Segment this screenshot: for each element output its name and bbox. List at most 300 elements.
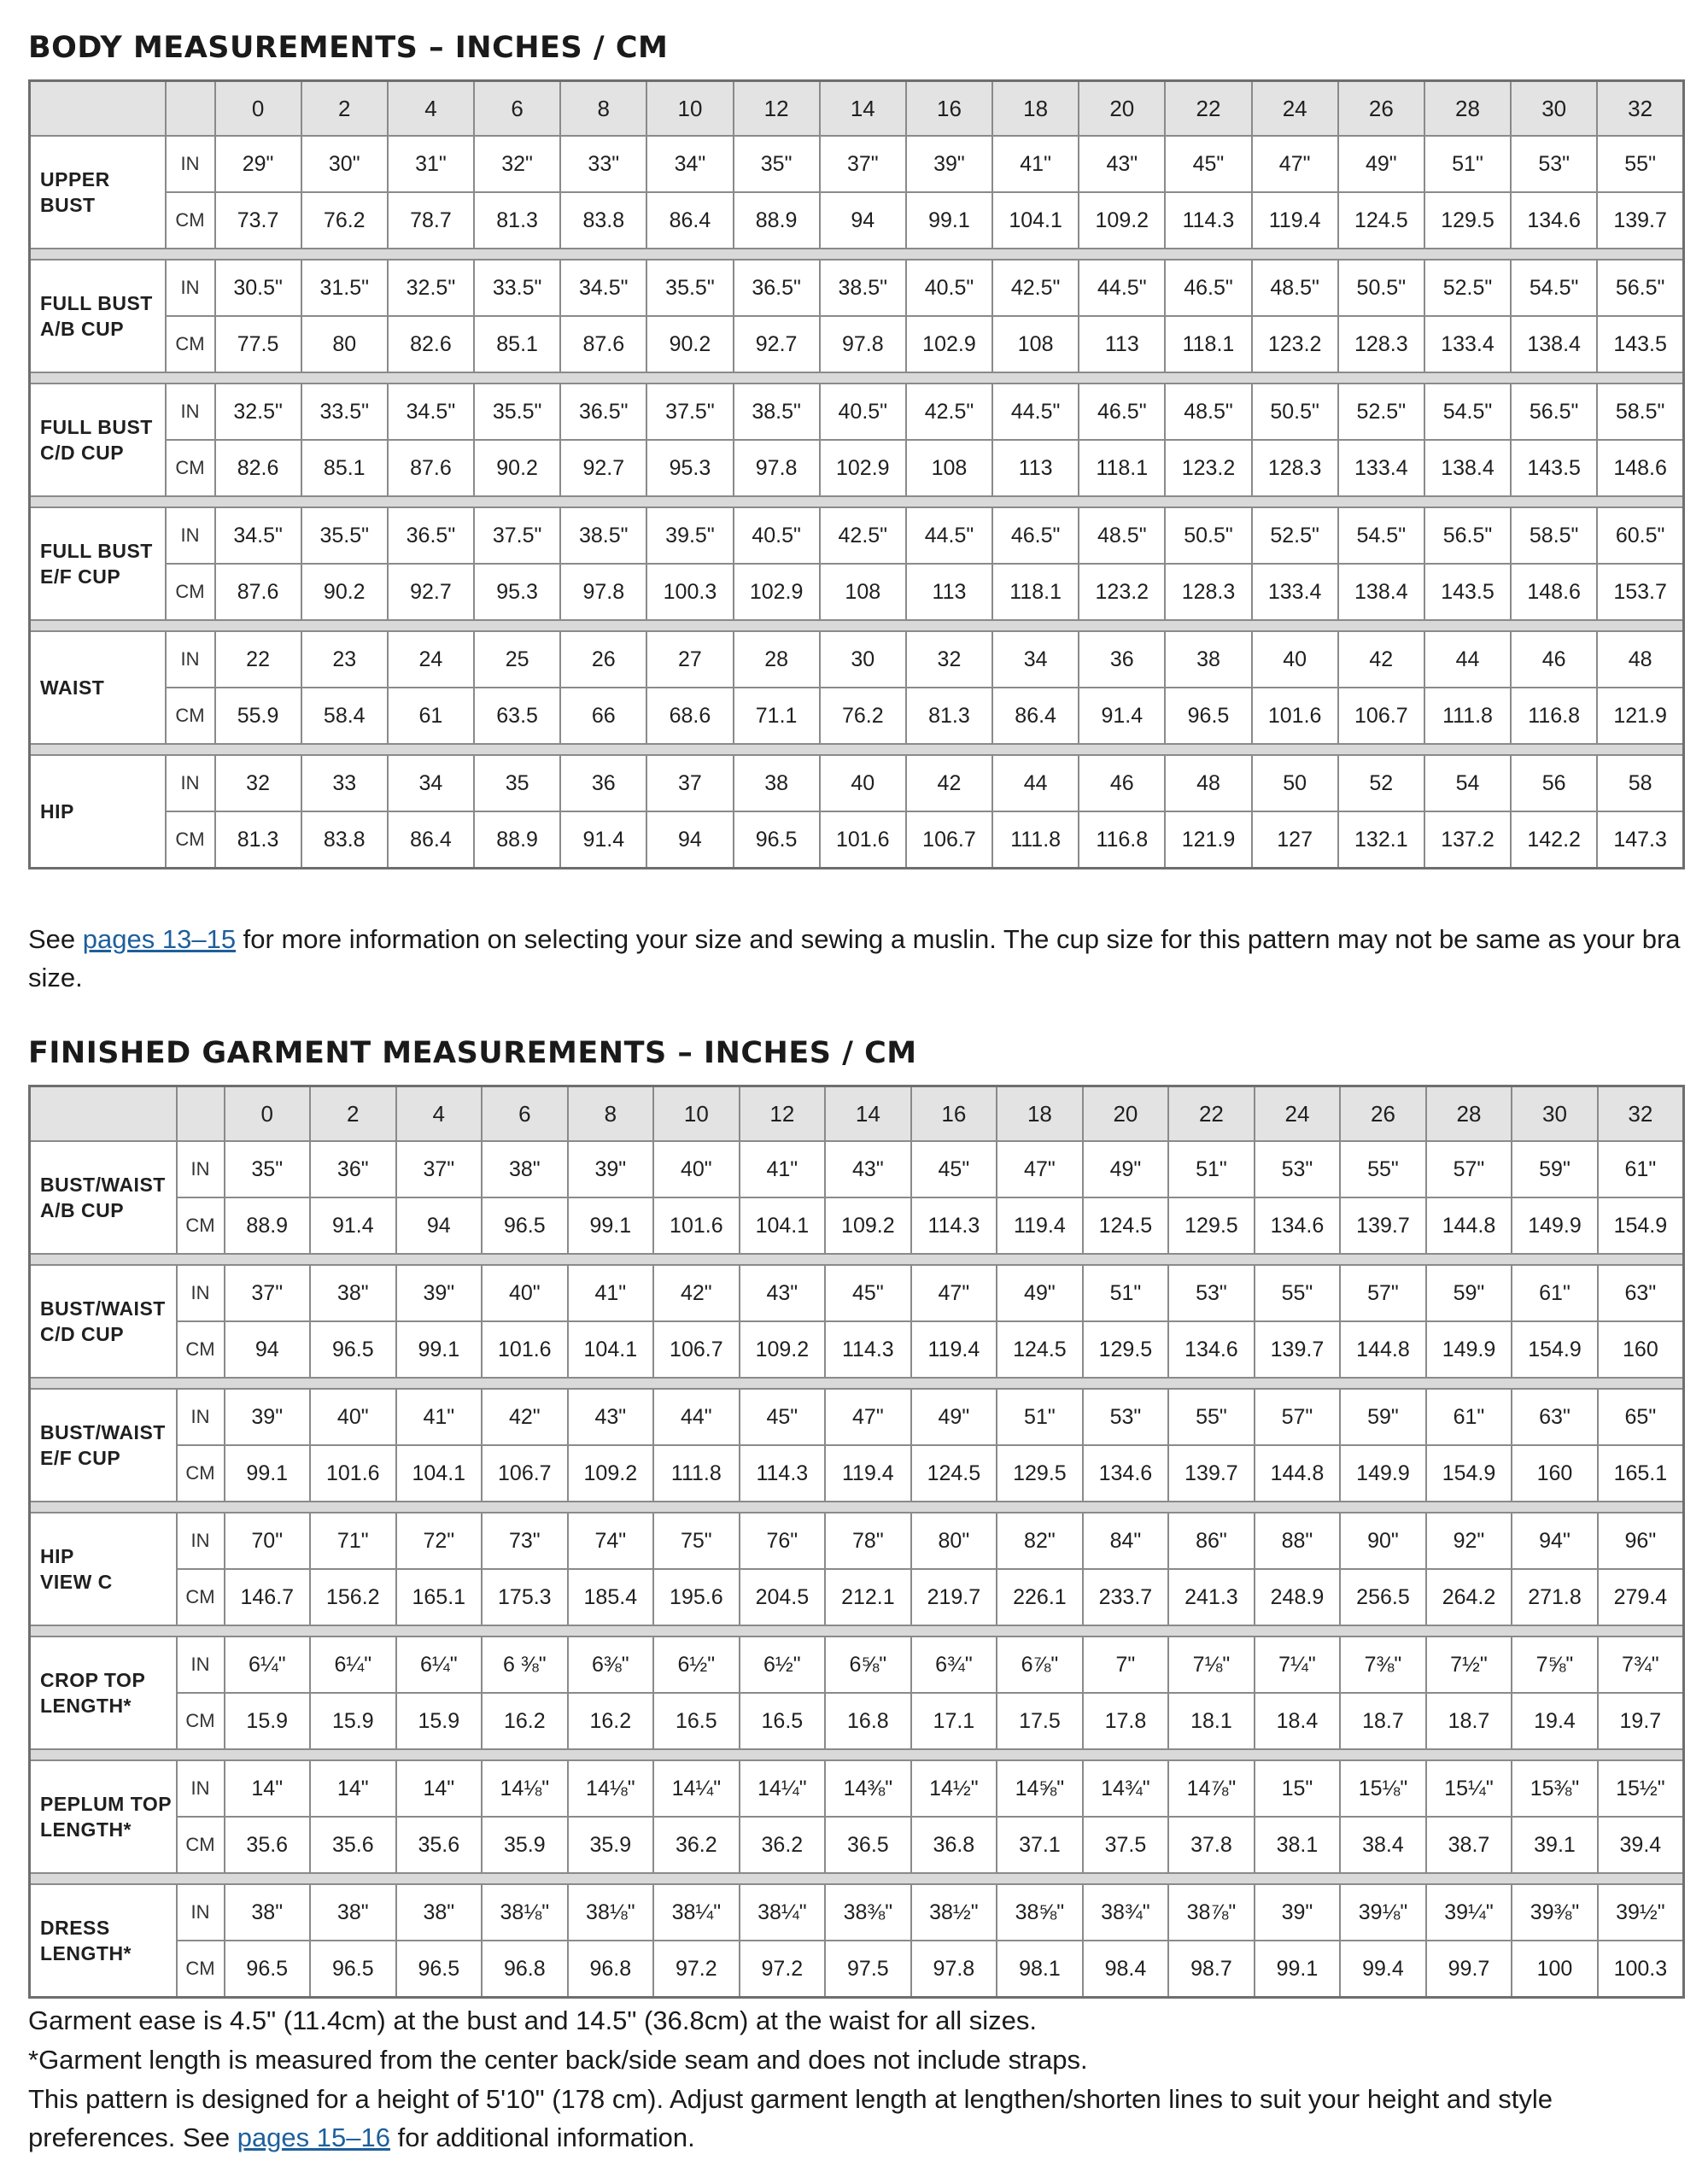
value-cell: 52.5" (1338, 383, 1424, 440)
value-cell: 46.5" (1079, 383, 1165, 440)
value-cell: 109.2 (1079, 192, 1165, 249)
value-cell: 114.3 (1165, 192, 1251, 249)
value-cell: 92" (1426, 1513, 1512, 1569)
garment-ease-note: Garment ease is 4.5" (11.4cm) at the bust and 14.5" (36.8cm) at the waist for all sizes. (28, 2005, 1038, 2035)
group-separator (30, 1254, 1684, 1265)
value-cell: 39½" (1598, 1884, 1684, 1941)
value-cell: 41" (992, 136, 1079, 192)
value-cell: 61 (388, 688, 474, 744)
value-cell: 156.2 (310, 1569, 396, 1625)
value-cell: 133.4 (1252, 564, 1338, 620)
value-cell: 37.1 (997, 1817, 1083, 1873)
value-cell: 123.2 (1165, 440, 1251, 496)
value-cell: 85.1 (474, 316, 560, 372)
value-cell: 108 (906, 440, 992, 496)
value-cell: 6⅞" (997, 1636, 1083, 1693)
value-cell: 86" (1168, 1513, 1255, 1569)
value-cell: 99.4 (1340, 1941, 1426, 1998)
value-cell: 7⅛" (1168, 1636, 1255, 1693)
value-cell: 104.1 (992, 192, 1079, 249)
unit-cell: CM (166, 192, 215, 249)
value-cell: 32 (215, 755, 301, 811)
value-cell: 113 (906, 564, 992, 620)
value-cell: 44.5" (992, 383, 1079, 440)
size-header-cell: 20 (1083, 1086, 1169, 1142)
value-cell: 45" (825, 1265, 911, 1321)
value-cell: 44 (992, 755, 1079, 811)
value-cell: 101.6 (482, 1321, 568, 1378)
value-cell: 108 (992, 316, 1079, 372)
value-cell: 94" (1512, 1513, 1598, 1569)
value-cell: 128.3 (1338, 316, 1424, 372)
value-cell: 41" (568, 1265, 654, 1321)
value-cell: 16.8 (825, 1693, 911, 1749)
value-cell: 97.2 (740, 1941, 826, 1998)
value-cell: 48.5" (1252, 260, 1338, 316)
value-cell: 47" (997, 1141, 1083, 1197)
value-cell: 48.5" (1079, 507, 1165, 564)
value-cell: 109.2 (740, 1321, 826, 1378)
unit-cell: CM (177, 1693, 225, 1749)
value-cell: 88" (1255, 1513, 1341, 1569)
value-cell: 96.5 (396, 1941, 483, 1998)
measurement-label-text: UPPER BUST (40, 168, 110, 216)
value-cell: 46.5" (992, 507, 1079, 564)
value-cell: 87.6 (215, 564, 301, 620)
measurement-row-in (30, 1389, 1684, 1445)
value-cell: 100.3 (1598, 1941, 1684, 1998)
value-cell: 30 (820, 631, 906, 688)
value-cell: 63" (1512, 1389, 1598, 1445)
unit-cell: CM (166, 811, 215, 869)
value-cell: 57" (1340, 1265, 1426, 1321)
value-cell: 142.2 (1511, 811, 1597, 869)
value-cell: 16.5 (653, 1693, 740, 1749)
measurement-row-in (30, 383, 1684, 440)
value-cell: 73.7 (215, 192, 301, 249)
garment-length-note: *Garment length is measured from the center back/side seam and does not include straps. (28, 2045, 1088, 2075)
unit-cell: IN (177, 1389, 225, 1445)
value-cell: 37.5 (1083, 1817, 1169, 1873)
value-cell: 57" (1255, 1389, 1341, 1445)
value-cell: 56 (1511, 755, 1597, 811)
value-cell: 33.5" (301, 383, 388, 440)
value-cell: 96" (1598, 1513, 1684, 1569)
value-cell: 34 (992, 631, 1079, 688)
value-cell: 17.8 (1083, 1693, 1169, 1749)
value-cell: 123.2 (1252, 316, 1338, 372)
value-cell: 59" (1512, 1141, 1598, 1197)
value-cell: 14" (310, 1760, 396, 1817)
value-cell: 76" (740, 1513, 826, 1569)
value-cell: 118.1 (1079, 440, 1165, 496)
size-header-cell: 16 (911, 1086, 997, 1142)
unit-cell: CM (177, 1445, 225, 1502)
value-cell: 114.3 (740, 1445, 826, 1502)
measurement-label (30, 755, 166, 869)
value-cell: 264.2 (1426, 1569, 1512, 1625)
value-cell: 53" (1168, 1265, 1255, 1321)
value-cell: 154.9 (1512, 1321, 1598, 1378)
value-cell: 39" (225, 1389, 311, 1445)
measurement-label (30, 1141, 177, 1254)
separator-cell (30, 1502, 1684, 1513)
value-cell: 95.3 (474, 564, 560, 620)
value-cell: 23 (301, 631, 388, 688)
value-cell: 99.1 (225, 1445, 311, 1502)
group-separator (30, 1378, 1684, 1389)
value-cell: 111.8 (992, 811, 1079, 869)
value-cell: 59" (1426, 1265, 1512, 1321)
value-cell: 73" (482, 1513, 568, 1569)
value-cell: 30.5" (215, 260, 301, 316)
value-cell: 88.9 (734, 192, 820, 249)
value-cell: 54 (1424, 755, 1511, 811)
value-cell: 88.9 (474, 811, 560, 869)
value-cell: 38.5" (560, 507, 646, 564)
value-cell: 87.6 (560, 316, 646, 372)
size-header-cell: 4 (388, 81, 474, 137)
group-separator (30, 744, 1684, 755)
measurement-label-text: DRESS LENGTH* (40, 1917, 132, 1964)
separator-cell (30, 1873, 1684, 1884)
value-cell: 51" (1168, 1141, 1255, 1197)
value-cell: 74" (568, 1513, 654, 1569)
value-cell: 38¼" (740, 1884, 826, 1941)
height-note (28, 2080, 1685, 2157)
unit-cell: CM (177, 1941, 225, 1998)
value-cell: 51" (997, 1389, 1083, 1445)
value-cell: 248.9 (1255, 1569, 1341, 1625)
value-cell: 78.7 (388, 192, 474, 249)
measurement-label-text: HIP (40, 800, 74, 823)
value-cell: 108 (820, 564, 906, 620)
size-header-cell: 30 (1512, 1086, 1598, 1142)
value-cell: 51" (1424, 136, 1511, 192)
value-cell: 16.5 (740, 1693, 826, 1749)
value-cell: 15⅛" (1340, 1760, 1426, 1817)
size-header-cell: 22 (1168, 1086, 1255, 1142)
value-cell: 256.5 (1340, 1569, 1426, 1625)
value-cell: 92.7 (560, 440, 646, 496)
value-cell: 15.9 (225, 1693, 311, 1749)
value-cell: 37 (646, 755, 733, 811)
value-cell: 46 (1511, 631, 1597, 688)
measurement-row-cm (30, 1693, 1684, 1749)
value-cell: 39⅜" (1512, 1884, 1598, 1941)
value-cell: 55.9 (215, 688, 301, 744)
value-cell: 19.4 (1512, 1693, 1598, 1749)
measurement-row-in (30, 260, 1684, 316)
value-cell: 134.6 (1168, 1321, 1255, 1378)
value-cell: 33.5" (474, 260, 560, 316)
measurement-label-text: BUST/WAIST C/D CUP (40, 1297, 166, 1345)
value-cell: 49" (997, 1265, 1083, 1321)
value-cell: 154.9 (1598, 1197, 1684, 1254)
value-cell: 58 (1597, 755, 1683, 811)
value-cell: 54.5" (1338, 507, 1424, 564)
separator-cell (30, 1378, 1684, 1389)
size-header-cell: 32 (1598, 1086, 1684, 1142)
value-cell: 16.2 (568, 1693, 654, 1749)
value-cell: 97.8 (560, 564, 646, 620)
value-cell: 77.5 (215, 316, 301, 372)
group-separator (30, 620, 1684, 631)
value-cell: 101.6 (310, 1445, 396, 1502)
value-cell: 15½" (1598, 1760, 1684, 1817)
measurement-row-cm (30, 440, 1684, 496)
unit-cell: CM (177, 1321, 225, 1378)
measurement-row-in (30, 507, 1684, 564)
value-cell: 195.6 (653, 1569, 740, 1625)
value-cell: 38.5" (734, 383, 820, 440)
size-header-cell: 20 (1079, 81, 1165, 137)
note-text: for additional information. (389, 2122, 695, 2152)
value-cell: 87.6 (388, 440, 474, 496)
value-cell: 25 (474, 631, 560, 688)
value-cell: 119.4 (825, 1445, 911, 1502)
value-cell: 153.7 (1597, 564, 1683, 620)
value-cell: 212.1 (825, 1569, 911, 1625)
value-cell: 124.5 (1083, 1197, 1169, 1254)
value-cell: 17.1 (911, 1693, 997, 1749)
value-cell: 6¼" (396, 1636, 483, 1693)
measurement-label (30, 383, 166, 496)
measurement-row-cm (30, 316, 1684, 372)
value-cell: 78" (825, 1513, 911, 1569)
value-cell: 40 (1252, 631, 1338, 688)
value-cell: 100 (1512, 1941, 1598, 1998)
value-cell: 94 (225, 1321, 311, 1378)
value-cell: 91.4 (1079, 688, 1165, 744)
value-cell: 6⅜" (568, 1636, 654, 1693)
value-cell: 121.9 (1597, 688, 1683, 744)
value-cell: 14½" (911, 1760, 997, 1817)
size-header-cell: 0 (215, 81, 301, 137)
value-cell: 96.5 (310, 1321, 396, 1378)
value-cell: 63" (1598, 1265, 1684, 1321)
value-cell: 37.5" (474, 507, 560, 564)
value-cell: 80 (301, 316, 388, 372)
measurement-label-text: CROP TOP LENGTH* (40, 1669, 146, 1717)
value-cell: 98.4 (1083, 1941, 1169, 1998)
value-cell: 14⅝" (997, 1760, 1083, 1817)
value-cell: 35.6 (396, 1817, 483, 1873)
value-cell: 39⅛" (1340, 1884, 1426, 1941)
value-cell: 54.5" (1511, 260, 1597, 316)
pages-15-16-link[interactable]: pages 15–16 (237, 2122, 390, 2152)
header-blank-cell (30, 1086, 177, 1142)
separator-cell (30, 1625, 1684, 1636)
value-cell: 96.8 (568, 1941, 654, 1998)
value-cell: 101.6 (653, 1197, 740, 1254)
value-cell: 82" (997, 1513, 1083, 1569)
value-cell: 121.9 (1165, 811, 1251, 869)
value-cell: 47" (1252, 136, 1338, 192)
value-cell: 97.5 (825, 1941, 911, 1998)
value-cell: 113 (1079, 316, 1165, 372)
finished-measurements-table (28, 1085, 1685, 1999)
value-cell: 18.4 (1255, 1693, 1341, 1749)
value-cell: 37.8 (1168, 1817, 1255, 1873)
unit-cell: IN (177, 1884, 225, 1941)
value-cell: 37.5" (646, 383, 733, 440)
value-cell: 26 (560, 631, 646, 688)
value-cell: 37" (225, 1265, 311, 1321)
value-cell: 38.7 (1426, 1817, 1512, 1873)
value-cell: 32.5" (215, 383, 301, 440)
value-cell: 185.4 (568, 1569, 654, 1625)
measurement-label-text: HIP VIEW C (40, 1545, 113, 1593)
value-cell: 99.1 (906, 192, 992, 249)
value-cell: 57" (1426, 1141, 1512, 1197)
value-cell: 50.5" (1165, 507, 1251, 564)
size-header-cell: 2 (301, 81, 388, 137)
value-cell: 82.6 (215, 440, 301, 496)
value-cell: 42 (906, 755, 992, 811)
value-cell: 160 (1598, 1321, 1684, 1378)
size-header-cell: 26 (1338, 81, 1424, 137)
value-cell: 114.3 (825, 1321, 911, 1378)
value-cell: 127 (1252, 811, 1338, 869)
value-cell: 15" (1255, 1760, 1341, 1817)
measurement-row-cm (30, 1569, 1684, 1625)
value-cell: 32 (906, 631, 992, 688)
value-cell: 233.7 (1083, 1569, 1169, 1625)
value-cell: 129.5 (1083, 1321, 1169, 1378)
value-cell: 75" (653, 1513, 740, 1569)
measurement-label (30, 260, 166, 372)
value-cell: 36.5" (388, 507, 474, 564)
value-cell: 54.5" (1424, 383, 1511, 440)
value-cell: 19.7 (1598, 1693, 1684, 1749)
size-header-cell: 8 (568, 1086, 654, 1142)
unit-cell: IN (166, 631, 215, 688)
measurement-label-text: FULL BUST A/B CUP (40, 292, 153, 340)
measurement-label-text: FULL BUST E/F CUP (40, 540, 153, 588)
finished-measurements-title: FINISHED GARMENT MEASUREMENTS – INCHES / CM (28, 1036, 917, 1070)
value-cell: 146.7 (225, 1569, 311, 1625)
pages-13-15-link[interactable]: pages 13–15 (82, 924, 237, 954)
value-cell: 38½" (911, 1884, 997, 1941)
value-cell: 39" (1255, 1884, 1341, 1941)
measurement-row-cm (30, 1321, 1684, 1378)
measurement-row-cm (30, 564, 1684, 620)
value-cell: 96.5 (310, 1941, 396, 1998)
value-cell: 81.3 (474, 192, 560, 249)
value-cell: 40.5" (906, 260, 992, 316)
value-cell: 29" (215, 136, 301, 192)
value-cell: 42.5" (992, 260, 1079, 316)
value-cell: 102.9 (820, 440, 906, 496)
unit-cell: CM (177, 1569, 225, 1625)
value-cell: 119.4 (911, 1321, 997, 1378)
value-cell: 83.8 (560, 192, 646, 249)
value-cell: 46.5" (1165, 260, 1251, 316)
measurement-row-in (30, 631, 1684, 688)
value-cell: 40.5" (734, 507, 820, 564)
value-cell: 36" (310, 1141, 396, 1197)
size-header-cell: 18 (992, 81, 1079, 137)
value-cell: 116.8 (1079, 811, 1165, 869)
measurement-label (30, 507, 166, 620)
value-cell: 45" (1165, 136, 1251, 192)
value-cell: 53" (1083, 1389, 1169, 1445)
value-cell: 14⅛" (482, 1760, 568, 1817)
value-cell: 36.5 (825, 1817, 911, 1873)
measurement-row-cm (30, 688, 1684, 744)
value-cell: 66 (560, 688, 646, 744)
value-cell: 38 (734, 755, 820, 811)
measurement-row-cm (30, 1197, 1684, 1254)
value-cell: 55" (1168, 1389, 1255, 1445)
value-cell: 43" (568, 1389, 654, 1445)
size-header-cell: 14 (825, 1086, 911, 1142)
value-cell: 35 (474, 755, 560, 811)
value-cell: 14⅞" (1168, 1760, 1255, 1817)
value-cell: 128.3 (1165, 564, 1251, 620)
value-cell: 59" (1340, 1389, 1426, 1445)
value-cell: 27 (646, 631, 733, 688)
unit-cell: IN (166, 383, 215, 440)
value-cell: 34.5" (215, 507, 301, 564)
value-cell: 53" (1511, 136, 1597, 192)
measurement-row-in (30, 1884, 1684, 1941)
measurement-label (30, 136, 166, 249)
value-cell: 96.5 (225, 1941, 311, 1998)
value-cell: 55" (1597, 136, 1683, 192)
value-cell: 38" (396, 1884, 483, 1941)
value-cell: 106.7 (906, 811, 992, 869)
unit-cell: IN (177, 1141, 225, 1197)
value-cell: 109.2 (825, 1197, 911, 1254)
value-cell: 119.4 (1252, 192, 1338, 249)
separator-cell (30, 496, 1684, 507)
group-separator (30, 1625, 1684, 1636)
value-cell: 34 (388, 755, 474, 811)
value-cell: 102.9 (906, 316, 992, 372)
value-cell: 160 (1512, 1445, 1598, 1502)
value-cell: 138.4 (1424, 440, 1511, 496)
value-cell: 154.9 (1426, 1445, 1512, 1502)
value-cell: 271.8 (1512, 1569, 1598, 1625)
value-cell: 39" (906, 136, 992, 192)
value-cell: 7½" (1426, 1636, 1512, 1693)
value-cell: 7⅜" (1340, 1636, 1426, 1693)
value-cell: 132.1 (1338, 811, 1424, 869)
value-cell: 60.5" (1597, 507, 1683, 564)
value-cell: 96.5 (1165, 688, 1251, 744)
measurement-label-text: BUST/WAIST E/F CUP (40, 1421, 166, 1469)
value-cell: 40" (310, 1389, 396, 1445)
unit-cell: CM (166, 564, 215, 620)
value-cell: 44.5" (906, 507, 992, 564)
value-cell: 42.5" (906, 383, 992, 440)
value-cell: 56.5" (1511, 383, 1597, 440)
value-cell: 38¾" (1083, 1884, 1169, 1941)
value-cell: 42" (653, 1265, 740, 1321)
value-cell: 81.3 (906, 688, 992, 744)
value-cell: 147.3 (1597, 811, 1683, 869)
measurement-row-cm (30, 1941, 1684, 1998)
value-cell: 7¼" (1255, 1636, 1341, 1693)
value-cell: 118.1 (1165, 316, 1251, 372)
value-cell: 38.1 (1255, 1817, 1341, 1873)
value-cell: 7¾" (1598, 1636, 1684, 1693)
unit-cell: CM (177, 1817, 225, 1873)
value-cell: 279.4 (1598, 1569, 1684, 1625)
value-cell: 6¼" (310, 1636, 396, 1693)
